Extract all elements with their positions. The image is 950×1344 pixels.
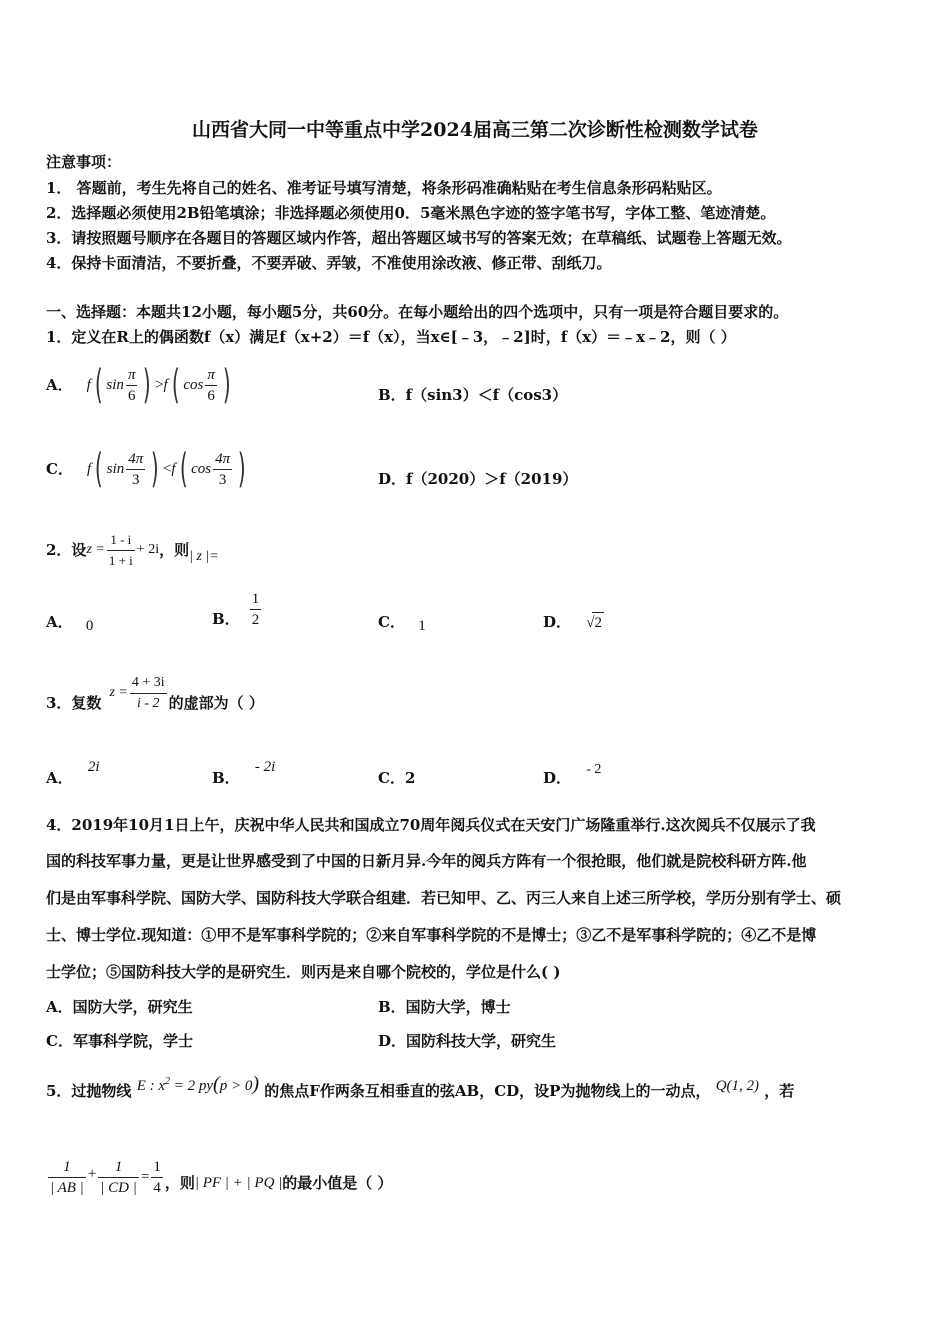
question-3-stem xyxy=(46,670,264,716)
q4-option-b[interactable]: B．国防大学，博士 xyxy=(378,998,511,1016)
right-paren: ) xyxy=(222,362,231,408)
q5-mid: 的焦点F作两条互相垂直的弦AB，CD，设P为抛物线上的一动点， xyxy=(264,1082,711,1100)
math-sin: sin xyxy=(106,461,125,477)
q1-option-c[interactable] xyxy=(46,446,250,492)
left-paren: ( xyxy=(95,446,103,492)
q5-tail: 的最小值是（ ） xyxy=(282,1174,393,1192)
option-label: A． xyxy=(46,376,73,394)
q3-option-b[interactable] xyxy=(212,759,276,789)
q2-label: 2．设 xyxy=(46,541,87,559)
math-z: z = xyxy=(109,685,128,700)
fraction: $\frac{4\pi}{3}$ xyxy=(215,450,231,488)
left-paren: ( xyxy=(179,446,188,492)
q4-option-d[interactable]: D．国防科技大学，研究生 xyxy=(378,1032,557,1050)
q3-option-d[interactable] xyxy=(543,762,602,790)
q4-option-c[interactable]: C．军事科学院，学士 xyxy=(46,1032,193,1050)
q5-then: ，则 xyxy=(164,1174,195,1192)
fraction: $\frac{4 + 3i}{i - 2}$ xyxy=(131,674,165,711)
left-paren: ( xyxy=(171,362,180,408)
math-parabola: E : $x^2 = 2$ py(p > 0) xyxy=(136,1073,260,1095)
option-value: 2i xyxy=(87,759,100,775)
q1-option-a[interactable] xyxy=(46,362,234,408)
q3-option-a[interactable] xyxy=(46,759,100,789)
plus-sign: + xyxy=(87,1166,97,1182)
option-value: 2 xyxy=(592,612,604,633)
option-value: - 2 xyxy=(586,762,602,777)
notice-item: 2．选择题必须使用2B铅笔填涂；非选择题必须使用0．5毫米黑色字迹的签字笔书写，字体工整、笔迹清楚。 xyxy=(46,204,776,222)
question-4-line: 们是由军事科学院、国防大学、国防科技大学联合组建．若已知甲、乙、丙三人来自上述三所学校，学历分别有学士、硕 xyxy=(46,889,842,907)
math-abs-z: | z |= xyxy=(189,549,219,564)
compare-op: < xyxy=(162,461,172,477)
fraction: $\frac{\pi}{6}$ xyxy=(207,366,215,404)
fraction: $\frac{4\pi}{3}$ xyxy=(128,450,144,488)
question-5-condition xyxy=(46,1154,393,1200)
fraction: $\frac{\pi}{6}$ xyxy=(127,366,136,404)
exam-title: 山西省大同一中等重点中学2024届高三第二次诊断性检测数学试卷 xyxy=(192,119,758,141)
option-value: - 2i xyxy=(254,759,276,775)
notice-item: 1． 答题前，考生先将自己的姓名、准考证号填写清楚，将条形码准确粘贴在考生信息条形码粘贴区。 xyxy=(46,179,722,197)
compare-op: > xyxy=(155,377,164,393)
q5-label: 5．过抛物线 xyxy=(46,1082,132,1100)
math-sin: sin xyxy=(106,377,124,393)
math-f: f xyxy=(171,461,176,477)
q2-option-a[interactable] xyxy=(46,612,93,633)
math-f: f xyxy=(86,377,91,393)
fraction: $\frac{1}{2}$ xyxy=(251,590,260,628)
sqrt-symbol: √ xyxy=(586,615,595,631)
math-f: f xyxy=(163,377,168,393)
question-5-stem xyxy=(46,1073,795,1102)
right-paren: ) xyxy=(151,446,159,492)
notice-heading: 注意事项： xyxy=(46,153,122,171)
fraction: $\frac{1}{| AB |}$ xyxy=(50,1158,84,1196)
option-label: B． xyxy=(212,610,240,628)
math-term: + 2i xyxy=(136,542,160,557)
notice-item: 4．保持卡面清洁，不要折叠，不要弄破、弄皱，不准使用涂改液、修正带、刮纸刀。 xyxy=(46,254,612,272)
q3-option-c[interactable]: C．2 xyxy=(378,769,416,787)
math-f: f xyxy=(86,461,92,477)
right-paren: ) xyxy=(238,446,246,492)
fraction: $\frac{1}{| CD |}$ xyxy=(100,1158,137,1196)
question-1-stem: 1．定义在R上的偶函数f（x）满足f（x+2）＝f（x），当x∈[﹣3，﹣2]时，f（x）＝﹣x﹣2，则（ ） xyxy=(46,328,736,346)
q2-option-c[interactable] xyxy=(378,612,426,633)
notice-item: 3．请按照题号顺序在各题目的答题区域内作答，超出答题区域书写的答案无效；在草稿纸、试题卷上答题无效。 xyxy=(46,229,792,247)
q2-option-d[interactable] xyxy=(543,612,604,633)
option-label: B． xyxy=(212,769,240,787)
math-sum: | PF | + | PQ | xyxy=(194,1175,283,1191)
section-heading: 一、选择题：本题共12小题，每小题5分，共60分。在每小题给出的四个选项中，只有一项是符合题目要求的。 xyxy=(46,303,789,321)
right-paren: ) xyxy=(143,362,152,408)
math-cos: cos xyxy=(183,377,204,393)
equals-sign: = xyxy=(140,1169,150,1185)
option-label: A． xyxy=(46,613,73,631)
question-4-line: 4．2019年10月1日上午，庆祝中华人民共和国成立70周年阅兵仪式在天安门广场隆重举行.这次阅兵不仅展示了我 xyxy=(46,816,816,834)
q3-label: 3．复数 xyxy=(46,694,102,712)
question-4-line: 士、博士学位.现知道：①甲不是军事科学院的；②来自军事科学院的不是博士；③乙不是军事科学院的；④乙不是博 xyxy=(46,926,817,944)
option-label: C． xyxy=(378,613,405,631)
option-label: A． xyxy=(46,769,73,787)
question-2-stem xyxy=(46,528,219,572)
option-value: 1 xyxy=(418,618,426,634)
fraction: $\frac{1}{4}$ xyxy=(153,1158,161,1196)
math-z: z = xyxy=(86,542,105,557)
left-paren: ( xyxy=(94,362,103,408)
option-label: D． xyxy=(543,613,572,631)
q1-option-b[interactable]: B．f（sin3）＜f（cos3） xyxy=(378,386,568,404)
q5-end: ，若 xyxy=(764,1082,795,1100)
q2-option-b[interactable] xyxy=(212,586,263,632)
option-label: D． xyxy=(543,769,572,787)
q1-option-d[interactable]: D．f（2020）＞f（2019） xyxy=(378,470,578,488)
q4-option-a[interactable]: A．国防大学，研究生 xyxy=(46,998,193,1016)
question-4-line: 国的科技军事力量，更是让世界感受到了中国的日新月异.今年的阅兵方阵有一个很抢眼，他们就是院校科研方阵.他 xyxy=(46,852,807,870)
q3-tail: 的虚部为（ ） xyxy=(168,694,264,712)
math-point-q: Q(1, 2) xyxy=(715,1078,760,1094)
option-value: 0 xyxy=(85,618,94,634)
math-cos: cos xyxy=(191,461,212,477)
q2-then: ，则 xyxy=(159,541,190,559)
fraction: $\frac{1 - i}{1 + i}$ xyxy=(108,531,133,568)
question-4-line: 士学位；⑤国防科技大学的是研究生．则丙是来自哪个院校的，学位是什么( ) xyxy=(46,963,561,981)
option-label: C． xyxy=(46,460,73,478)
